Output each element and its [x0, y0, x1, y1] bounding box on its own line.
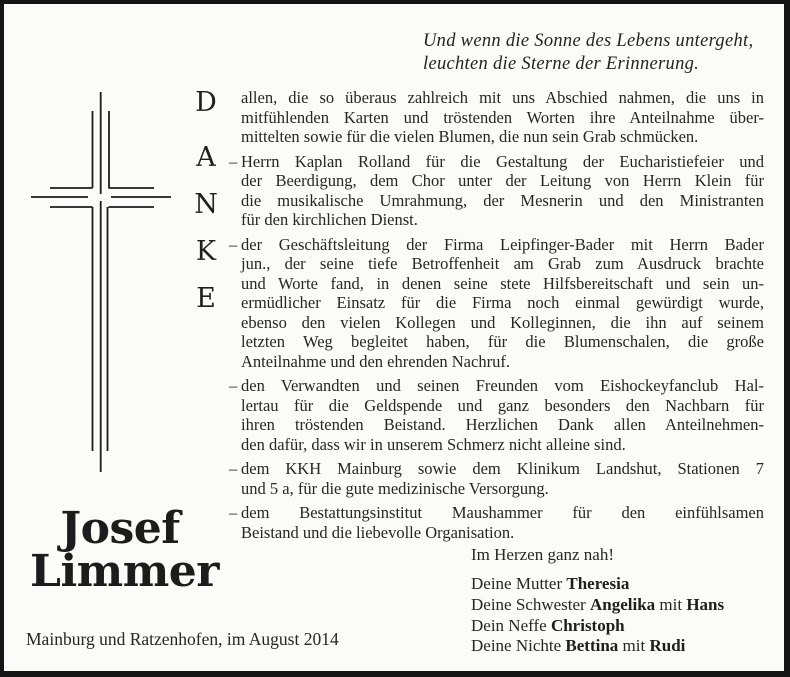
body-line: Anteilnahme und den ehrenden Nachruf. [241, 351, 510, 371]
body-line: ihren tröstenden Beistand. Herzlichen Dank allen Anteilnehmen- [241, 415, 764, 434]
family-relation: Deine Mutter [471, 574, 567, 593]
dash-bullet: – [229, 459, 238, 478]
family-name: Bettina [565, 636, 619, 656]
cross-icon [24, 82, 184, 482]
body-line: und Worte fand, in denen seine stete Hilfsbereitschaft und sein un- [241, 273, 764, 293]
closing-headline: Im Herzen ganz nah! [471, 545, 615, 564]
body-line: für den kirchlichen Dienst. [241, 210, 418, 229]
danke-letter: K [195, 236, 217, 267]
family-relation: Deine Schwester [471, 594, 590, 614]
family-line [471, 574, 771, 595]
danke-letter: A [196, 142, 216, 173]
thanks-item [229, 151, 764, 230]
danke-letter: N [194, 189, 218, 220]
dash-bullet: – [229, 234, 238, 254]
body-line: ebenso den vielen Kollegen und Kolleginnen, die ihn auf seinem [241, 312, 764, 332]
body-line: lertau für die Geldspende und ganz besonders den Nachbarn für [241, 395, 764, 415]
body-line: der Geschäftsleitung der Firma Leipfinger-Bader mit Herrn Bader [241, 234, 764, 254]
thanks-item [229, 376, 764, 454]
body-line: dem Bestattungsinstitut Maushammer für den einfühlsamen [241, 503, 764, 522]
body-line: der Beerdigung, dem Chor unter der Leitung von Herrn Klein für [241, 171, 764, 190]
body-line: Herrn Kaplan Rolland für die Gestaltung der Eucharistiefeier und [241, 151, 764, 171]
family-signatures [471, 574, 771, 657]
deceased-first-name: Josef [60, 503, 180, 554]
thank-you-text [229, 88, 764, 547]
body-line: die musikalische Umrahmung, der Mesnerin und den Ministranten [241, 190, 764, 210]
family-line [471, 636, 771, 657]
quote-line-1: Und wenn die Sonne des Lebens untergeht, [423, 31, 754, 51]
body-line: letzten Weg begleitet haben, für die Blumenschalen, die große [241, 332, 764, 351]
family-name: Rudi [649, 636, 686, 656]
body-line: jun., der seine tiefe Betroffenheit am Grab zum Ausdruck brachte [241, 254, 764, 273]
body-line: ermüdlicher Einsatz für die Firma noch einmal gewürdigt wurde, [241, 293, 764, 312]
family-relation: mit [618, 636, 650, 656]
dash-bullet: – [229, 151, 238, 171]
quote-line-2: leuchten die Sterne der Erinnerung. [423, 54, 700, 74]
family-line [471, 616, 771, 637]
family-relation: mit [655, 594, 687, 614]
body-line: dem KKH Mainburg sowie dem Klinikum Landshut, Stationen 7 [241, 459, 764, 478]
deceased-last-name: Limmer [30, 546, 219, 597]
family-relation: Dein Neffe [471, 615, 551, 635]
place-date-line: Mainburg und Ratzenhofen, im August 2014 [26, 629, 339, 649]
thanks-item [229, 234, 764, 372]
body-line: mittelten sowie für die vielen Blumen, die nun sein Grab schmücken. [241, 127, 699, 146]
closing-block [471, 545, 771, 657]
body-line: allen, die so überaus zahlreich mit uns Abschied nahmen, die uns in [241, 88, 764, 107]
deceased-name [30, 503, 219, 597]
thanks-item [229, 459, 764, 498]
family-line [471, 595, 771, 616]
dash-bullet: – [229, 376, 238, 395]
family-name: Hans [686, 594, 725, 614]
body-line: mitfühlenden Karten und tröstenden Worten ihre Anteilnahme über- [241, 107, 764, 127]
body-line: den Verwandten und seinen Freunden vom Eishockeyfanclub Hal- [241, 376, 764, 395]
family-name: Christoph [550, 615, 625, 635]
body-line: und 5 a, für die gute medizinische Versorgung. [241, 478, 549, 498]
danke-letter: D [195, 87, 217, 118]
intro-paragraph [241, 88, 764, 147]
family-relation: Deine Nichte [471, 636, 566, 656]
body-line: Beistand und die liebevolle Organisation. [241, 522, 515, 542]
dash-bullet: – [229, 503, 238, 522]
memorial-quote [423, 30, 768, 76]
family-name: Angelika [589, 594, 656, 614]
thanks-item [229, 503, 764, 542]
family-name: Theresia [566, 574, 630, 593]
danke-letter: E [196, 283, 216, 314]
thanks-list [229, 151, 764, 543]
body-line: den dafür, dass wir in unserem Schmerz nicht alleine sind. [241, 434, 626, 454]
